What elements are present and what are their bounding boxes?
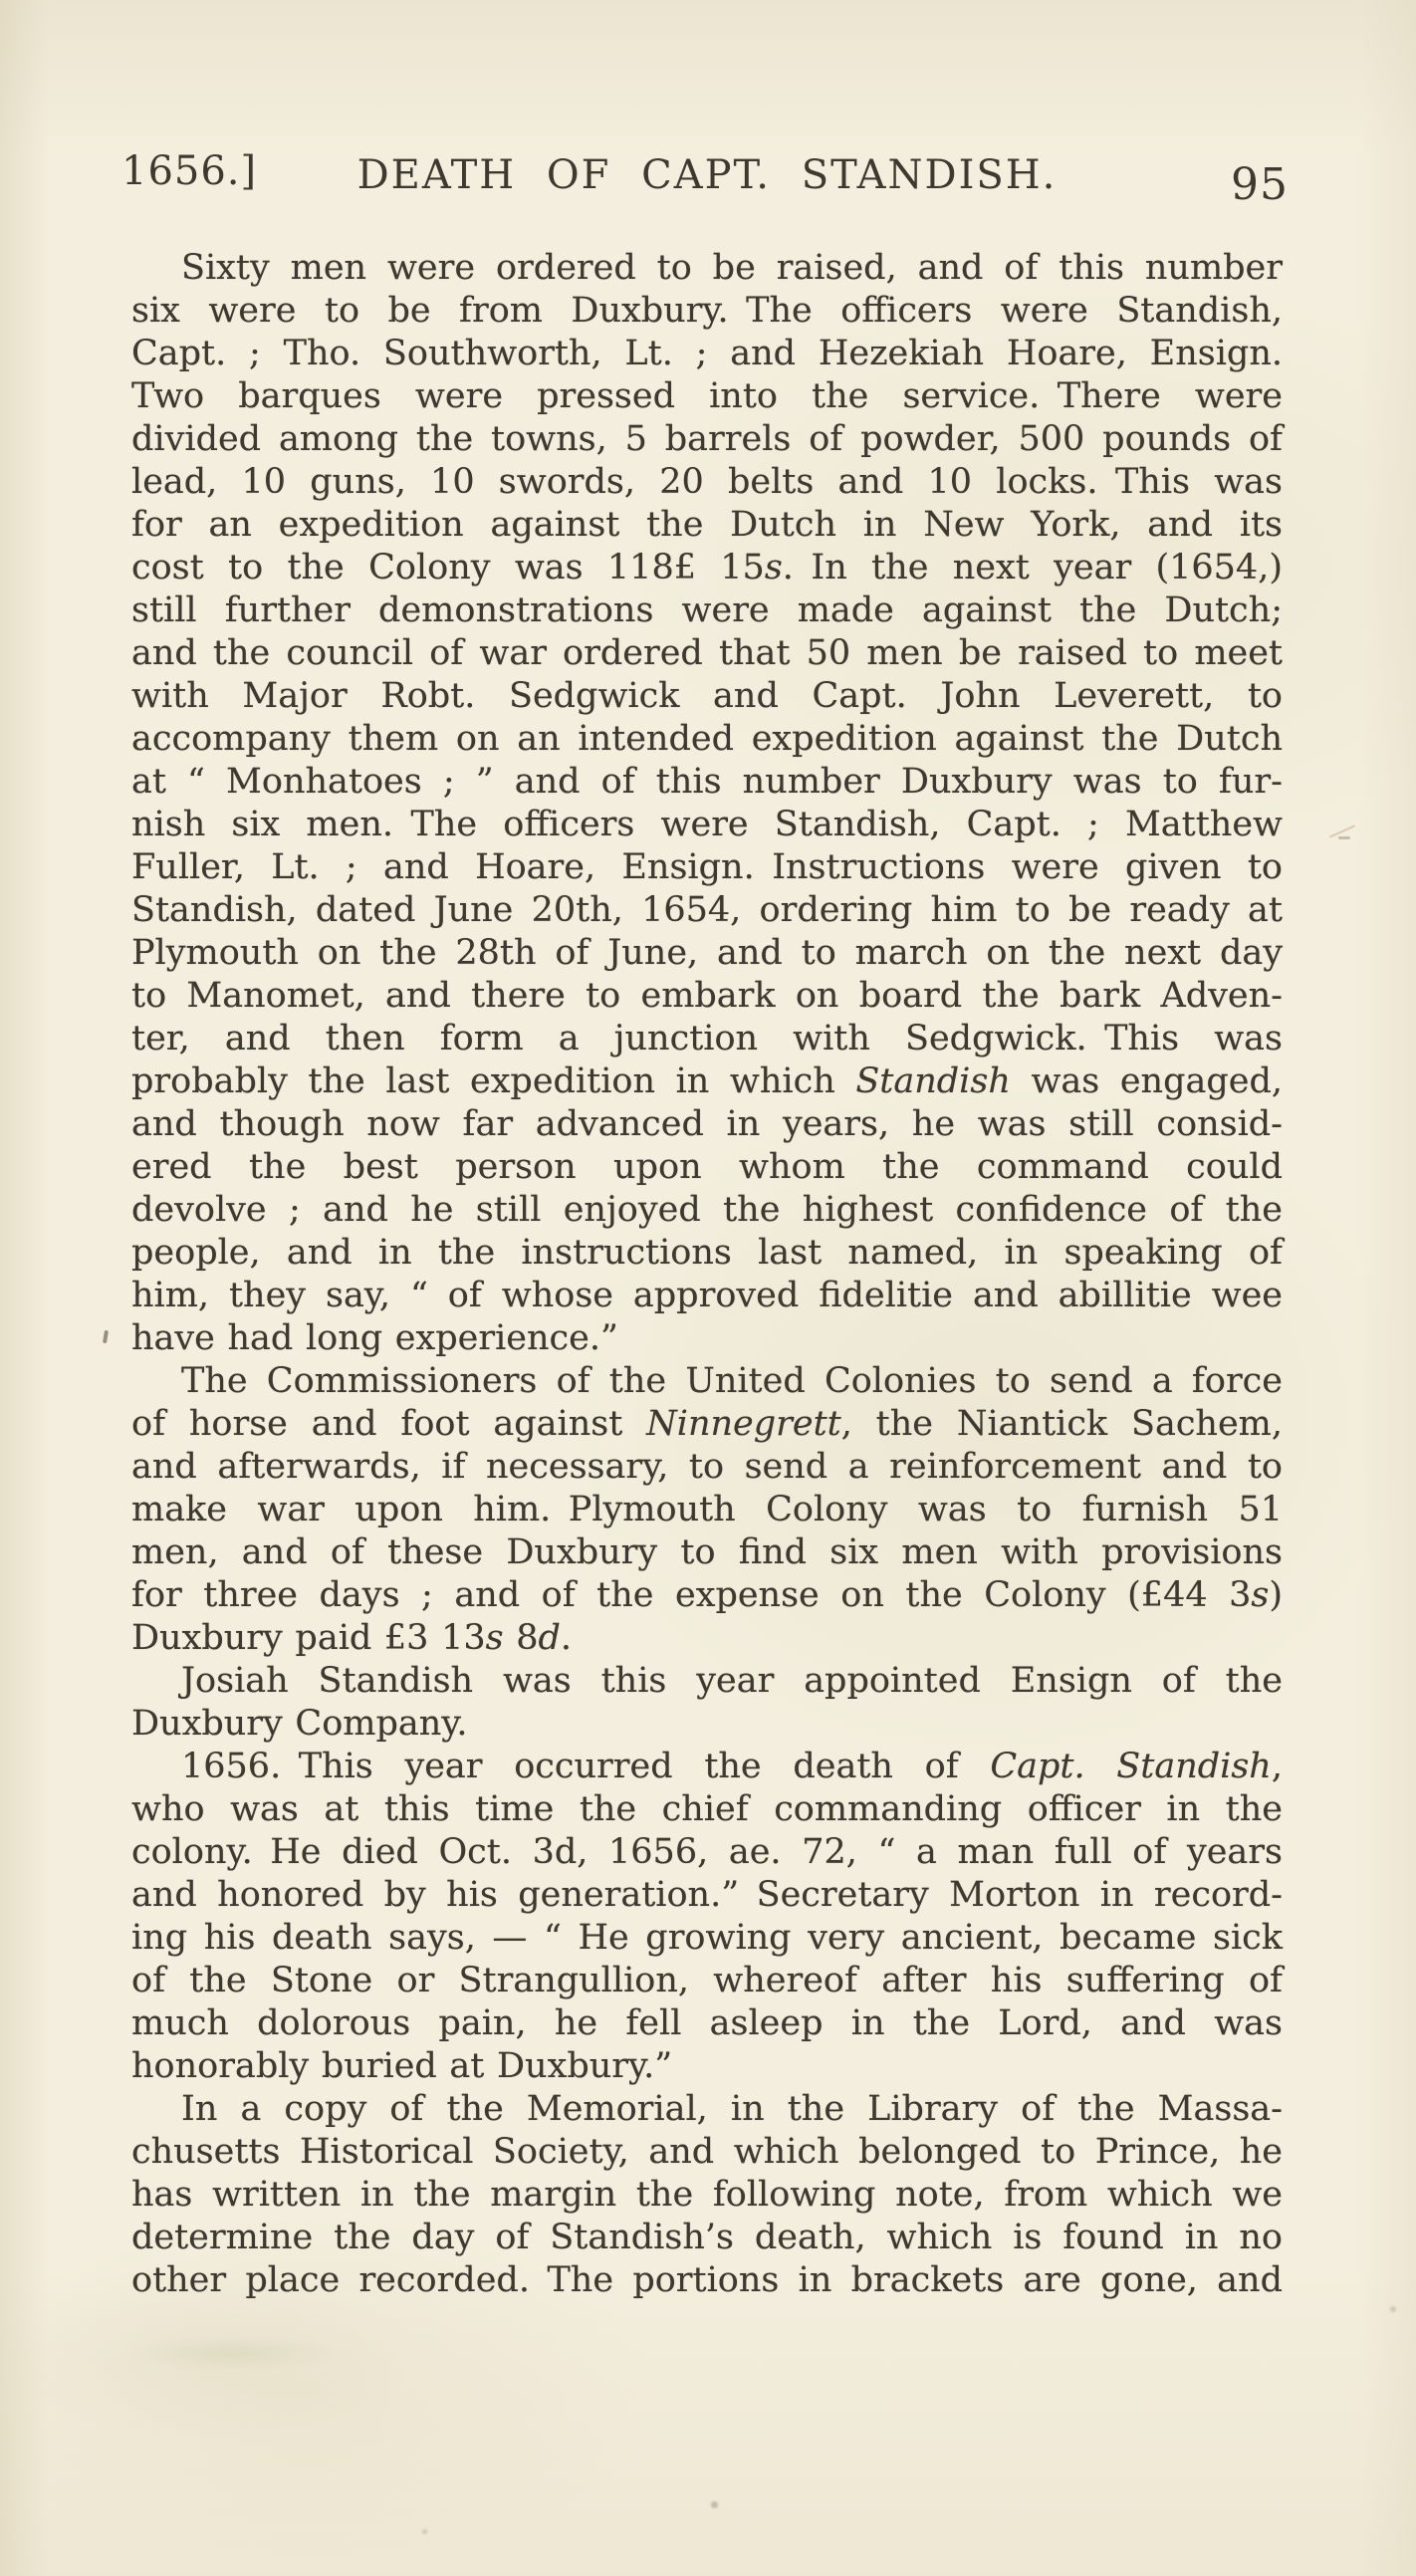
text-segment-italic: s	[764, 548, 783, 587]
text-line	[131, 718, 1283, 761]
text-segment: chusetts Historical Society, and which belonged to Prince, he	[131, 2132, 1283, 2172]
text-line	[131, 889, 1283, 932]
text-line	[131, 2131, 1283, 2174]
text-segment: .	[560, 1618, 573, 1658]
text-segment: and the council of war ordered that 50 men be raised to meet	[131, 633, 1283, 673]
text-segment: six were to be from Duxbury. The officers were Standish,	[131, 291, 1283, 331]
text-segment: and afterwards, if necessary, to send a reinforcement and to	[131, 1447, 1283, 1487]
paragraph	[131, 1660, 1283, 1746]
text-segment: at “ Monhatoes ; ” and of this number Duxbury was to fur-	[131, 762, 1283, 802]
text-line	[131, 846, 1283, 889]
text-line	[131, 1232, 1283, 1275]
text-segment: was engaged,	[1010, 1061, 1284, 1101]
text-line	[131, 1146, 1283, 1189]
text-segment: of the Stone or Strangullion, whereof after his suffering of	[131, 1961, 1283, 2000]
text-line	[131, 1831, 1283, 1874]
text-segment: and honored by his generation.” Secretary Morton in record-	[131, 1875, 1283, 1915]
text-line	[131, 461, 1283, 504]
text-segment-italic: s	[485, 1618, 504, 1658]
text-segment: devolve ; and he still enjoyed the highest confidence of the	[131, 1190, 1283, 1230]
text-segment-italic: Capt. Standish	[990, 1747, 1272, 1786]
text-segment: for an expedition against the Dutch in New York, and its	[131, 505, 1283, 545]
text-line	[131, 589, 1283, 632]
text-line	[131, 2259, 1283, 2302]
text-line	[131, 290, 1283, 333]
paragraph	[131, 247, 1283, 1360]
text-segment: ing his death says, — “ He growing very ancient, became sick	[131, 1918, 1283, 1958]
text-segment: colony. He died Oct. 3d, 1656, ae. 72, “ a man full of years	[131, 1832, 1283, 1872]
text-segment: accompany them on an intended expedition against the Dutch	[131, 719, 1283, 759]
text-line	[131, 375, 1283, 418]
text-segment: , the Niantick Sachem,	[840, 1404, 1283, 1444]
text-line	[131, 1103, 1283, 1146]
text-line	[131, 761, 1283, 804]
paragraph	[131, 1360, 1283, 1660]
text-segment: The Commissioners of the United Colonies to send a force	[181, 1361, 1283, 1401]
scan-artifact-speck	[422, 2529, 427, 2534]
text-segment: make war upon him. Plymouth Colony was to furnish 51	[131, 1490, 1283, 1529]
text-segment: Josiah Standish was this year appointed Ensign of the	[181, 1661, 1283, 1701]
text-line	[131, 675, 1283, 718]
text-segment: Fuller, Lt. ; and Hoare, Ensign. Instructions were given to	[131, 847, 1283, 887]
text-segment: divided among the towns, 5 barrels of powder, 500 pounds of	[131, 419, 1283, 459]
text-segment: for three days ; and of the expense on the Colony (£44 3	[131, 1575, 1252, 1615]
text-line	[131, 1403, 1283, 1446]
text-segment: Standish, dated June 20th, 1654, ordering him to be ready at	[131, 890, 1283, 930]
text-line	[131, 2088, 1283, 2131]
scan-artifact-mark	[1338, 836, 1350, 839]
text-line	[131, 2217, 1283, 2259]
text-line	[131, 1917, 1283, 1960]
text-segment-italic: Ninnegrett	[646, 1404, 841, 1444]
text-segment-italic: d	[538, 1618, 561, 1658]
text-segment: ered the best person upon whom the command could	[131, 1147, 1283, 1187]
text-segment: nish six men. The officers were Standish, Capt. ; Matthew	[131, 805, 1283, 844]
scan-artifact-smudge	[129, 2336, 339, 2370]
text-line	[131, 333, 1283, 375]
text-segment: to Manomet, and there to embark on board the bark Adven-	[131, 976, 1283, 1016]
text-line	[131, 1360, 1283, 1403]
text-segment: ter, and then form a junction with Sedgwick. This was	[131, 1019, 1283, 1058]
text-line	[131, 1788, 1283, 1831]
text-segment: In a copy of the Memorial, in the Library of the Massa-	[181, 2089, 1283, 2129]
text-line	[131, 1574, 1283, 1617]
text-line	[131, 2045, 1283, 2088]
text-line	[131, 1018, 1283, 1060]
paragraph	[131, 2088, 1283, 2302]
text-line	[131, 1660, 1283, 1703]
text-line	[131, 804, 1283, 846]
text-line	[131, 1317, 1283, 1360]
text-line	[131, 1874, 1283, 1917]
text-line	[131, 1531, 1283, 1574]
text-segment-italic: s	[1251, 1575, 1270, 1615]
running-head-title: DEATH OF CAPT. STANDISH.	[356, 152, 1058, 198]
text-segment: who was at this time the chief commanding officer in the	[131, 1789, 1283, 1829]
text-line	[131, 1703, 1283, 1746]
text-line	[131, 1489, 1283, 1531]
text-segment: cost to the Colony was 118£ 15	[131, 548, 765, 587]
text-segment: of horse and foot against	[131, 1404, 647, 1444]
text-segment: other place recorded. The portions in brackets are gone, and	[131, 2260, 1283, 2300]
text-line	[131, 932, 1283, 975]
scan-artifact-speck	[1390, 2306, 1396, 2312]
scan-artifact-mark	[103, 1330, 109, 1343]
text-line	[131, 418, 1283, 461]
text-segment: him, they say, “ of whose approved fidelitie and abillitie wee	[131, 1276, 1283, 1315]
text-line	[131, 1060, 1283, 1103]
text-line	[131, 1746, 1283, 1788]
text-segment: have had long experience.”	[131, 1318, 618, 1358]
text-segment: probably the last expedition in which	[131, 1061, 856, 1101]
text-segment: Duxbury Company.	[131, 1704, 468, 1744]
text-line	[131, 1960, 1283, 2002]
text-segment: has written in the margin the following note, from which we	[131, 2175, 1283, 2215]
text-segment: )	[1269, 1575, 1283, 1615]
text-line	[131, 975, 1283, 1018]
text-segment: Plymouth on the 28th of June, and to march on the next day	[131, 933, 1283, 973]
running-head-year: 1656.]	[121, 148, 258, 194]
text-line	[131, 1446, 1283, 1489]
scan-artifact-scratch	[1329, 824, 1355, 837]
text-segment: Two barques were pressed into the service. There were	[131, 376, 1283, 416]
text-line	[131, 1189, 1283, 1232]
text-segment: honorably buried at Duxbury.”	[131, 2046, 673, 2086]
text-line	[131, 632, 1283, 675]
text-segment: lead, 10 guns, 10 swords, 20 belts and 10 locks. This was	[131, 462, 1283, 502]
text-line	[131, 2174, 1283, 2217]
text-segment: 8	[503, 1618, 539, 1658]
text-line	[131, 547, 1283, 589]
text-line	[131, 2002, 1283, 2045]
text-line	[131, 504, 1283, 547]
text-segment: Sixty men were ordered to be raised, and of this number	[181, 248, 1283, 288]
text-segment: with Major Robt. Sedgwick and Capt. John Leverett, to	[131, 676, 1283, 716]
text-segment: 1656. This year occurred the death of	[181, 1747, 991, 1786]
text-segment: and though now far advanced in years, he was still consid-	[131, 1104, 1283, 1144]
text-segment: much dolorous pain, he fell asleep in the Lord, and was	[131, 2003, 1283, 2043]
text-segment: determine the day of Standish’s death, which is found in no	[131, 2218, 1283, 2257]
text-segment: men, and of these Duxbury to find six men with provisions	[131, 1532, 1283, 1572]
text-segment: Duxbury paid £3 13	[131, 1618, 486, 1658]
text-block	[131, 247, 1283, 2302]
text-line	[131, 1275, 1283, 1317]
text-segment: people, and in the instructions last named, in speaking of	[131, 1233, 1283, 1273]
text-segment: . In the next year (1654,)	[782, 548, 1283, 587]
text-segment: still further demonstrations were made against the Dutch;	[131, 590, 1283, 630]
scan-artifact-speck	[711, 2501, 718, 2508]
text-segment: Capt. ; Tho. Southworth, Lt. ; and Hezekiah Hoare, Ensign.	[131, 334, 1283, 373]
page-number: 95	[1231, 159, 1289, 210]
text-line	[131, 1617, 1283, 1660]
text-segment-italic: Standish	[855, 1061, 1011, 1101]
paragraph	[131, 1746, 1283, 2088]
text-line	[131, 247, 1283, 290]
text-segment: ,	[1271, 1747, 1283, 1786]
